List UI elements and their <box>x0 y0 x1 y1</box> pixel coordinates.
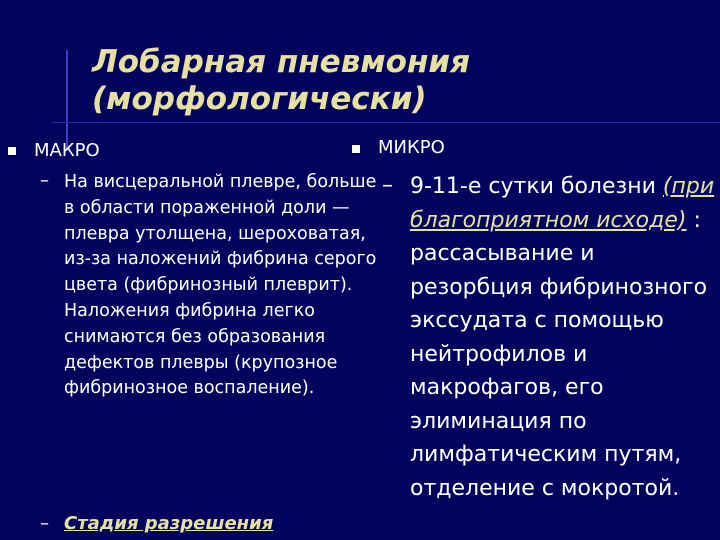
slide-title <box>92 44 470 118</box>
title-line-2: (морфологически) <box>92 81 427 117</box>
macro-dash: – <box>40 170 49 191</box>
micro-lead: 9-11-е сутки болезни <box>410 174 656 199</box>
macro-bullet-icon <box>8 147 16 155</box>
title-line-1: Лобарная пневмония <box>92 44 470 80</box>
stage-heading: Стадия разрешения <box>64 513 274 534</box>
micro-dash: – <box>382 173 393 198</box>
micro-highlight: (при благоприятном исходе) <box>410 174 715 233</box>
micro-description <box>410 170 720 505</box>
macro-label: МАКРО <box>34 140 100 161</box>
micro-rest: : рассасывание и резорбция фибринозного экссудата с помощью нейтрофилов и макрофагов, его элиминация по лимфатическим путям, отделение с мокротой. <box>410 207 708 501</box>
decorative-vertical-line <box>66 50 68 150</box>
macro-description: На висцеральной плевре, больше в области пораженной доли — плевра утолщена, шероховатая, из-за наложений фибрина серого цвета (фибринозный плеврит). Наложения фибрина легко снимаются без образования дефектов плевры (крупозное фибринозное воспаление). <box>64 172 377 399</box>
decorative-horizontal-line <box>52 122 720 123</box>
micro-label: МИКРО <box>378 137 445 158</box>
stage-dash: – <box>40 513 49 534</box>
micro-bullet-icon <box>352 145 360 153</box>
